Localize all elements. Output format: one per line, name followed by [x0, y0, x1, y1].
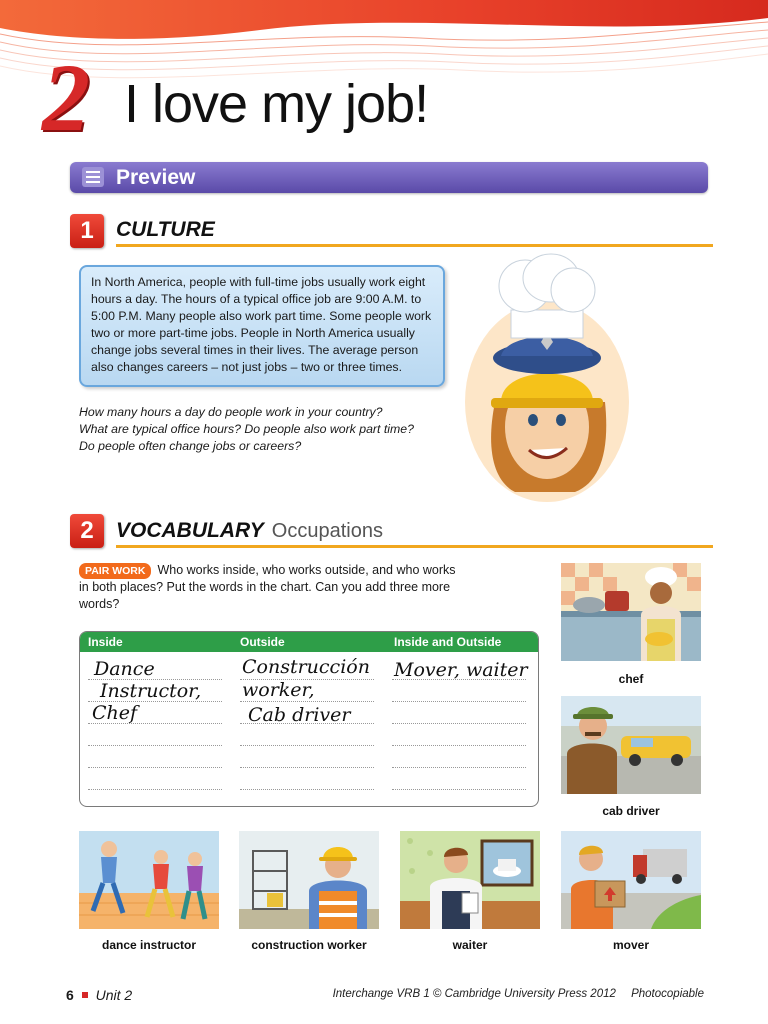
section-number-2: 2 [70, 514, 104, 548]
section-title-culture: CULTURE [116, 218, 215, 241]
section-title-vocabulary [116, 519, 383, 543]
caption-chef: chef [618, 672, 644, 686]
handwritten-entry: Dance [94, 658, 155, 680]
caption-construction-worker: construction worker [251, 938, 367, 952]
column-header-both: Inside and Outside [394, 635, 502, 649]
question-line: Do people often change jobs or careers? [79, 439, 302, 453]
chart-header [80, 632, 538, 652]
question-line: What are typical office hours? Do people also work part time? [79, 422, 414, 436]
caption-waiter: waiter [452, 938, 488, 952]
caption-dance-instructor: dance instructor [101, 938, 197, 952]
construction-worker-illustration [239, 831, 379, 929]
section-rule [116, 244, 713, 247]
photocopiable-label: Photocopiable [631, 988, 704, 1000]
preview-label: Preview [116, 166, 196, 189]
handwritten-entry: worker, [242, 679, 315, 701]
culture-questions [79, 404, 439, 455]
pair-work-instructions [79, 562, 459, 613]
handwritten-entry: Cab driver [248, 704, 351, 726]
page-title: I love my job! [124, 74, 429, 134]
question-line: How many hours a day do people work in your country? [79, 405, 383, 419]
dance-instructor-illustration [79, 831, 219, 929]
copyright-text: Interchange VRB 1 © Cambridge University Press 2012 [332, 988, 616, 1000]
pair-work-tag: PAIR WORK [79, 563, 151, 579]
caption-mover: mover [612, 938, 650, 952]
bullet-square [82, 992, 88, 998]
woman-with-hats-illustration [455, 252, 635, 504]
instructions-text: Who works inside, who works outside, and who works in both places? Put the words in the chart. Can you add three more words? [79, 563, 456, 611]
culture-text-box: In North America, people with full-time jobs usually work eight hours a day. The hours of a typical office job are 9:00 A.M. to 5:00 P.M. Many people also work part time. Some people work two or more part-time jobs. People in North America usually change jobs several times in their lives. The average person also changes careers – not just jobs – two or three times. [79, 265, 445, 387]
unit-label: Unit 2 [95, 987, 133, 1003]
footer-credit [333, 988, 704, 1000]
column-header-outside: Outside [240, 635, 285, 649]
handwritten-entry: Mover, waiter [394, 659, 528, 681]
waiter-illustration [400, 831, 540, 929]
cab-driver-illustration [561, 696, 701, 794]
section-subtitle: Occupations [271, 520, 383, 542]
caption-cab-driver: cab driver [602, 804, 660, 818]
chef-illustration [561, 563, 701, 661]
handwritten-entry: Construcción [242, 656, 370, 678]
section-number-1: 1 [70, 214, 104, 248]
footer-page-info [66, 987, 132, 1003]
handwritten-entry: Instructor, [100, 680, 202, 702]
column-header-inside: Inside [88, 635, 123, 649]
handwritten-entry: Chef [92, 702, 138, 724]
section-rule [116, 545, 713, 548]
preview-bar [70, 162, 708, 193]
mover-illustration [561, 831, 701, 929]
section-title-text: VOCABULARY [116, 519, 264, 542]
menu-icon [82, 167, 104, 187]
page-number: 6 [66, 987, 74, 1003]
unit-number: 2 [42, 44, 90, 151]
vocabulary-chart [79, 631, 539, 807]
